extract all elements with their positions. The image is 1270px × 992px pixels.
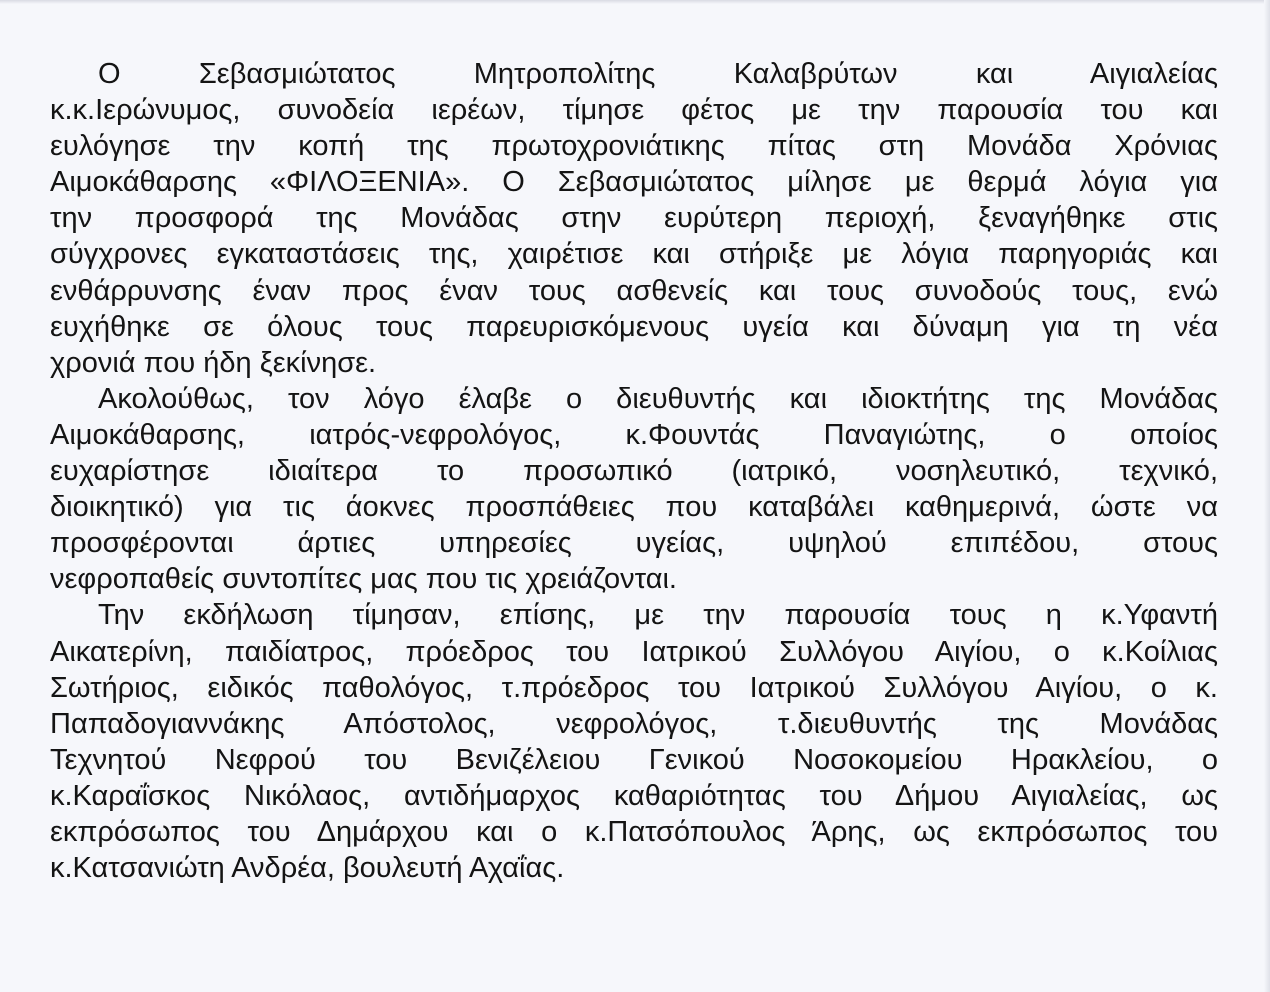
text-line: ενθάρρυνσης έναν προς έναν τους ασθενείς και τους συνοδούς τους, ενώ <box>50 274 1218 307</box>
text-line: διοικητικό) για τις άοκνες προσπάθειες που καταβάλει καθημερινά, ώστε να <box>50 491 1218 524</box>
text-line: Την εκδήλωση τίμησαν, επίσης, με την παρουσία τους η κ.Υφαντή <box>98 599 1218 632</box>
text-line: Αικατερίνη, παιδίατρος, πρόεδρος του Ιατρικού Συλλόγου Αιγίου, ο κ.Κοίλιας <box>50 635 1218 668</box>
text-line: ευλόγησε την κοπή της πρωτοχρονιάτικης πίτας στη Μονάδα Χρόνιας <box>50 130 1218 163</box>
paragraph-2 <box>50 381 1218 598</box>
document-body <box>50 56 1218 886</box>
paragraph-3 <box>50 597 1218 886</box>
text-line: κ.κ.Ιερώνυμος, συνοδεία ιερέων, τίμησε φέτος με την παρουσία του και <box>50 94 1218 127</box>
text-line: νεφροπαθείς συντοπίτες μας που τις χρειάζονται. <box>50 563 677 596</box>
text-line: κ.Κατσανιώτη Ανδρέα, βουλευτή Αχαΐας. <box>50 852 565 885</box>
text-line: Ο Σεβασμιώτατος Μητροπολίτης Καλαβρύτων και Αιγιαλείας <box>98 58 1218 90</box>
text-line: Αιμοκάθαρσης, ιατρός-νεφρολόγος, κ.Φουντάς Παναγιώτης, ο οποίος <box>50 418 1218 451</box>
text-line: προσφέρονται άρτιες υπηρεσίες υγείας, υψηλού επιπέδου, στους <box>50 527 1218 560</box>
scan-edge-top <box>0 0 1270 4</box>
text-line: Τεχνητού Νεφρού του Βενιζέλειου Γενικού Νοσοκομείου Ηρακλείου, ο <box>50 743 1218 776</box>
text-line: ευχαρίστησε ιδιαίτερα το προσωπικό (ιατρικό, νοσηλευτικό, τεχνικό, <box>50 455 1218 488</box>
text-line: σύγχρονες εγκαταστάσεις της, χαιρέτισε και στήριξε με λόγια παρηγοριάς και <box>50 238 1218 271</box>
text-line: Ακολούθως, τον λόγο έλαβε ο διευθυντής και ιδιοκτήτης της Μονάδας <box>98 382 1218 415</box>
text-line: Παπαδογιαννάκης Απόστολος, νεφρολόγος, τ.διευθυντής της Μονάδας <box>50 707 1218 740</box>
text-line: χρονιά που ήδη ξεκίνησε. <box>50 346 377 379</box>
text-line: εκπρόσωπος του Δημάρχου και ο κ.Πατσόπουλος Άρης, ως εκπρόσωπος του <box>50 815 1218 848</box>
text-line: Αιμοκάθαρσης «ΦΙΛΟΞΕΝΙΑ». Ο Σεβασμιώτατος μίλησε με θερμά λόγια για <box>50 166 1218 199</box>
paragraph-1 <box>50 56 1218 381</box>
scan-edge-right <box>1264 0 1270 992</box>
text-line: ευχήθηκε σε όλους τους παρευρισκόμενους υγεία και δύναμη για τη νέα <box>50 310 1218 343</box>
text-line: κ.Καραΐσκος Νικόλαος, αντιδήμαρχος καθαριότητας του Δήμου Αιγιαλείας, ως <box>50 779 1218 812</box>
text-line: την προσφορά της Μονάδας στην ευρύτερη περιοχή, ξεναγήθηκε στις <box>50 202 1218 235</box>
text-line: Σωτήριος, ειδικός παθολόγος, τ.πρόεδρος του Ιατρικού Συλλόγου Αιγίου, ο κ. <box>50 671 1218 704</box>
